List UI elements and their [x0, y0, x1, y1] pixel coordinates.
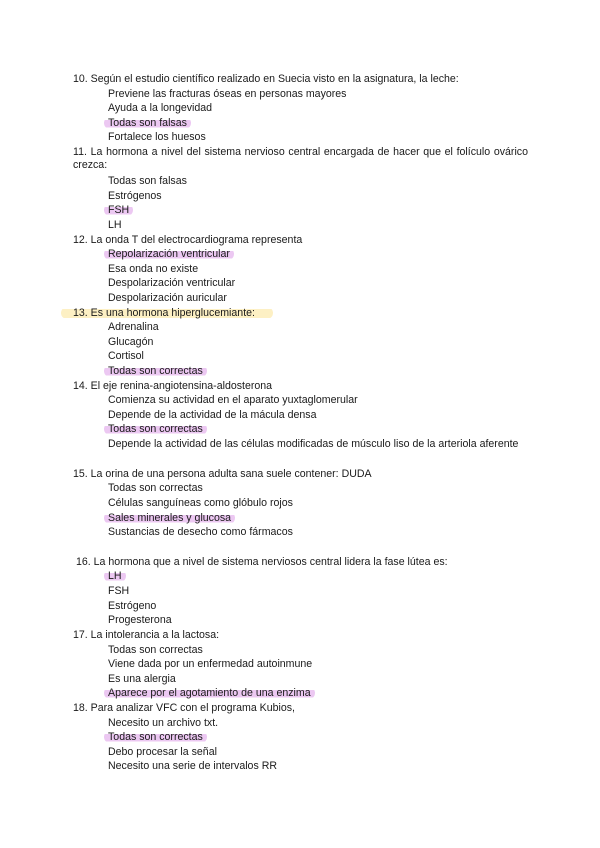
option: Ayuda a la longevidad	[108, 102, 213, 114]
question-11: 11. La hormona a nivel del sistema nervioso central encargada de hacer que el folículo ovárico crezca:	[73, 146, 528, 171]
answer-highlight: FSH	[104, 204, 133, 216]
answer-highlight: Aparece por el agotamiento de una enzima	[104, 687, 315, 699]
option: Estrógenos	[108, 190, 162, 202]
option: Progesterona	[108, 614, 172, 626]
question-10: 10. Según el estudio científico realizado en Suecia visto en la asignatura, la leche:	[73, 73, 459, 85]
option: Despolarización ventricular	[108, 277, 236, 289]
option: Adrenalina	[108, 321, 159, 333]
option: Células sanguíneas como glóbulo rojos	[108, 497, 293, 509]
option: Es una alergia	[108, 673, 176, 685]
answer-highlight: LH	[104, 570, 126, 582]
option: Todas son falsas	[108, 175, 187, 187]
question-16: 16. La hormona que a nivel de sistema nerviosos central lidera la fase lútea es:	[76, 556, 448, 568]
option-highlighted	[108, 731, 207, 744]
option: Depende de la actividad de la mácula densa	[108, 409, 317, 421]
answer-highlight: Repolarización ventricular	[104, 248, 234, 260]
option: Estrógeno	[108, 600, 157, 612]
question-17: 17. La intolerancia a la lactosa:	[73, 629, 220, 641]
option-highlighted	[108, 117, 191, 130]
option: FSH	[108, 585, 130, 597]
option-highlighted	[108, 570, 126, 583]
option-highlighted	[108, 512, 235, 525]
answer-highlight: Todas son falsas	[104, 117, 191, 129]
option: Sustancias de desecho como fármacos	[108, 526, 293, 538]
answer-highlight: Todas son correctas	[104, 423, 207, 435]
option: Necesito un archivo txt.	[108, 717, 219, 729]
option-highlighted	[108, 687, 315, 700]
question-12: 12. La onda T del electrocardiograma representa	[73, 234, 303, 246]
question-15: 15. La orina de una persona adulta sana suele contener: DUDA	[73, 468, 372, 480]
question-14: 14. El eje renina-angiotensina-aldosterona	[73, 380, 273, 392]
option: Cortisol	[108, 350, 144, 362]
option: Todas son correctas	[108, 644, 203, 656]
option-highlighted	[108, 423, 207, 436]
option: Necesito una serie de intervalos RR	[108, 760, 277, 772]
question-18: 18. Para analizar VFC con el programa Kubios,	[73, 702, 295, 714]
option-highlighted	[108, 204, 133, 217]
option: Previene las fracturas óseas en personas mayores	[108, 88, 347, 100]
option: Viene dada por un enfermedad autoinmune	[108, 658, 313, 670]
option: Todas son correctas	[108, 482, 203, 494]
option: Comienza su actividad en el aparato yuxtaglomerular	[108, 394, 358, 406]
answer-highlight: Todas son correctas	[104, 731, 207, 743]
option: Debo procesar la señal	[108, 746, 217, 758]
option: Despolarización auricular	[108, 292, 227, 304]
option: Fortalece los huesos	[108, 131, 206, 143]
question-highlight: 13. Es una hormona hiperglucemiante:	[61, 307, 273, 319]
option: Glucagón	[108, 336, 154, 348]
answer-highlight: Todas son correctas	[104, 365, 207, 377]
question-13-highlighted	[73, 307, 273, 320]
option: LH	[108, 219, 122, 231]
option: Depende la actividad de las células modificadas de músculo liso de la arteriola aferente	[108, 438, 519, 450]
option-highlighted	[108, 365, 207, 378]
answer-highlight: Sales minerales y glucosa	[104, 512, 235, 524]
option: Esa onda no existe	[108, 263, 199, 275]
option-highlighted	[108, 248, 234, 261]
